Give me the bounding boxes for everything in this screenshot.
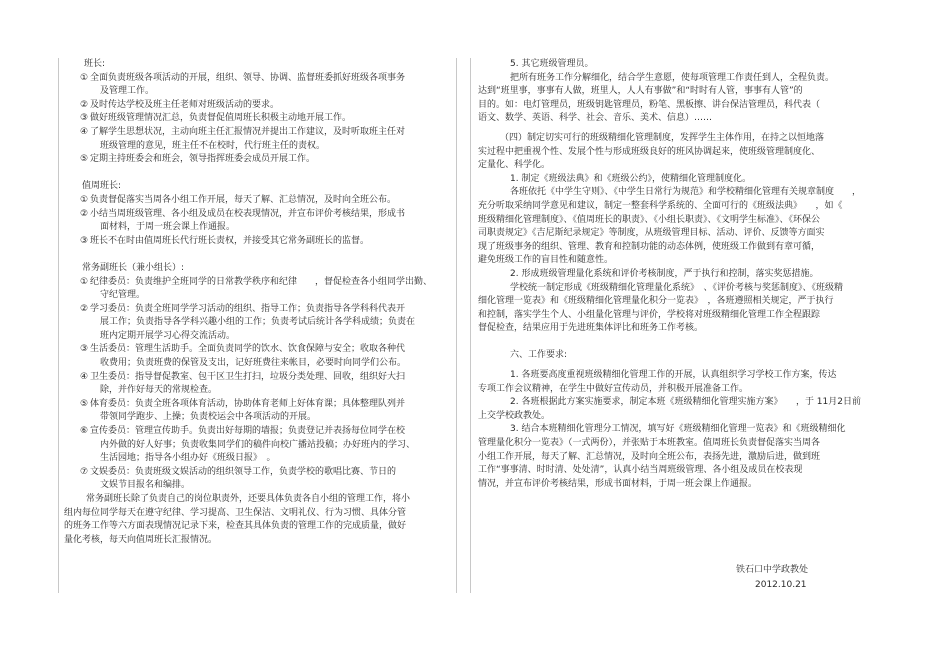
section4-point1-line: 班级精细化管理制度》、《值周班长的职责》、《小组长职责》、《文明学生标准》、《环保公 bbox=[478, 214, 821, 225]
section6-requirement-3 bbox=[478, 423, 870, 491]
section6-requirement-1 bbox=[478, 369, 870, 396]
duty-monitor-item bbox=[80, 194, 436, 208]
section6-heading: 六、工作要求: bbox=[510, 350, 568, 361]
right-column bbox=[478, 58, 870, 491]
item-text: 及时传达学校及班主任老师对班级活动的要求。 bbox=[90, 99, 280, 110]
vice-monitor-item bbox=[80, 466, 436, 493]
item-text: 负责督促落实当周各小组工作开展，每天了解、汇总情况，及时向全班公布。 bbox=[90, 194, 397, 205]
section4-point2-line: 细化管理一览表》和《班级精细化管理量化积分一览表》 ，各班遵照相关规定，严于执行 bbox=[478, 296, 834, 307]
item-marker: ④ bbox=[80, 371, 89, 382]
vice-summary-line: 常务副班长除了负责自己的岗位职责外，还要具体负责各自小组的管理工作，将小 bbox=[86, 494, 411, 504]
item-marker: ③ bbox=[80, 113, 89, 124]
duty-monitor-list bbox=[62, 194, 436, 248]
section4-point1-title: 1. 制定《班级法典》和《班级公约》，使精细化管理制度化。 bbox=[510, 173, 751, 184]
item-text: 卫生委员：指导督促教室、包干区卫生打扫，垃圾分类处理、回收，组织好大扫 除，并作好每天的常规检查。 bbox=[90, 371, 406, 396]
requirement2-line: 2. 各班根据此方案实施要求，制定本班《班级精细化管理实施方案》 ，于 11月2日前 bbox=[510, 397, 861, 408]
requirement3-line: 3. 结合本班精细化管理分工情况，填写好《班级精细化管理一览表》和《班级精细化 bbox=[510, 424, 846, 435]
vice-monitor-item bbox=[80, 398, 436, 425]
vice-monitor-item bbox=[80, 276, 436, 303]
section4-point1-line: 充分听取采纳同学意见和建议，制定一整套科学系统的、全面可行的《班级法典》 ，如《 bbox=[478, 200, 843, 211]
monitor-duty-item bbox=[80, 99, 436, 113]
item-marker: ① bbox=[80, 72, 89, 83]
monitor-duty-item bbox=[80, 112, 436, 126]
monitor-duty-item bbox=[80, 126, 436, 153]
section4-heading-line: 定量化、科学化。 bbox=[478, 160, 551, 171]
vice-monitor-summary bbox=[62, 493, 436, 547]
requirement1-line: 专项工作会议精神，在学生中做好宣传动员，并积极开展准备工作。 bbox=[478, 383, 749, 394]
left-margin-line bbox=[58, 58, 59, 593]
item-text: 了解学生思想状况，主动向班主任汇报情况并提出工作建议，及时听取班主任对 班级管理的意见，班主任不在校时，代行班主任的责权。 bbox=[90, 126, 406, 151]
item-text: 做好班级管理情况汇总，负责督促值周班长积极主动地开展工作。 bbox=[90, 113, 352, 124]
duty-monitor-item bbox=[80, 235, 436, 249]
item-text: 学习委员：负责全班同学学习活动的组织、指导工作；负责指导各学科科代表开 展工作；负责指导各学科兴趣小组的工作；负责考试后统计各学科成绩；负责在 班内定期开展学习心得交流活动。 bbox=[90, 303, 416, 341]
item-text: 文娱委员：负责班级文娱活动的组织领导工作，负责学校的歌唱比赛、节日的 文娱节目报名和编排。 bbox=[90, 466, 397, 491]
section4-heading bbox=[478, 132, 870, 173]
requirement2-line: 上交学校政教处。 bbox=[478, 410, 551, 421]
item-text: 纪律委员：负责维护全班同学的日常教学秩序和纪律 ，督促检查各小组同学出勤、 守纪管理。 bbox=[90, 276, 433, 301]
requirement3-line: 工作“事事清、时时清、处处清”，认真小结当周班级管理、各小组及成员在校表现 bbox=[478, 465, 803, 476]
monitor-duties-list bbox=[62, 72, 436, 167]
vice-monitor-item bbox=[80, 425, 436, 466]
item-marker: ③ bbox=[80, 344, 89, 355]
monitor-heading: 班长: bbox=[84, 59, 106, 69]
item-text: 小结当周班级管理、各小组及成员在校表现情况，并宣布评价考核结果，形成书 面材料，于周一班会课上作通报。 bbox=[90, 208, 406, 233]
vice-summary-line: 组内每位同学每天在遵守纪律、学习提高、卫生保洁、文明礼仪、行为习惯、具体分管 bbox=[64, 507, 407, 518]
requirement3-line: 小组工作开展，每天了解、汇总情况，及时向全班公布，表扬先进，激励后进，做到班 bbox=[478, 451, 821, 462]
section4-point1-body bbox=[478, 186, 870, 268]
item5-title: 5. 其它班级管理员。 bbox=[510, 59, 594, 69]
item5-line: 语文、数学、英语、科学、社会、音乐、美术、信息）…… bbox=[478, 113, 713, 124]
item-marker: ③ bbox=[80, 235, 89, 246]
vice-monitor-heading: 常务副班长（兼小组长）: bbox=[82, 262, 185, 273]
duty-monitor-heading: 值周班长: bbox=[82, 181, 122, 192]
item-marker: ⑤ bbox=[80, 154, 89, 165]
requirement3-line: 管理量化积分一览表》（一式两份），并张贴于本班教室。值周班长负责督促落实当周各 bbox=[478, 438, 821, 449]
section6-requirement-2 bbox=[478, 396, 870, 423]
duty-monitor-item bbox=[80, 208, 436, 235]
center-divider-line-right bbox=[470, 58, 471, 593]
item5-line: 目的。如：电灯管理员，班级钥匙管理员，粉笔、黑板擦、讲台保洁管理员，科代表（ bbox=[478, 99, 821, 110]
vice-monitor-item bbox=[80, 371, 436, 398]
left-column bbox=[62, 58, 436, 547]
item-text: 生活委员：管理生活助手。全面负责同学的饮水、饮食保障与安全；收取各种代 收费用；负责班费的保管及支出，记好班费往来帐目，必要时向同学们公布。 bbox=[90, 344, 407, 369]
requirement3-line: 情况，并宣布评价考核结果，形成书面材料，于周一班会课上作通报。 bbox=[478, 478, 758, 489]
center-divider-line-left bbox=[456, 58, 457, 593]
item5-paragraph bbox=[478, 72, 870, 126]
item-marker: ② bbox=[80, 99, 89, 110]
item-marker: ⑦ bbox=[80, 466, 89, 477]
item-marker: ② bbox=[80, 208, 89, 219]
item5-line: 把所有班务工作分解细化，结合学生意愿，使每项管理工作责任到人，全程负责。 bbox=[510, 72, 835, 83]
section4-point2-line: 和控制，落实学生个人、小组量化管理与评价，学校将对班级精细化管理工作全程跟踪 bbox=[478, 309, 821, 320]
section4-heading-line: 实过程中把重视个性、发展个性与形成班级良好的班风协调起来，使班级管理制度化、 bbox=[478, 146, 821, 157]
vice-monitor-list bbox=[62, 276, 436, 494]
signature-date: 2012.10.21 bbox=[755, 580, 807, 590]
item-text: 定期主持班委会和班会，领导指挥班委会成员开展工作。 bbox=[90, 154, 316, 165]
monitor-duty-item bbox=[80, 72, 436, 99]
section4-point1-line: 各班依托《中学生守则》、《中学生日常行为规范》和学校精细化管理有关规章制度 ， bbox=[510, 187, 862, 198]
section4-heading-line: （四）制定切实可行的班级精细化管理制度，发挥学生主体作用，在持之以恒地落 bbox=[500, 132, 825, 143]
item-marker: ① bbox=[80, 276, 89, 287]
item-marker: ① bbox=[80, 194, 89, 205]
item-marker: ④ bbox=[80, 126, 89, 137]
item-marker: ⑤ bbox=[80, 398, 89, 409]
vice-monitor-item bbox=[80, 343, 436, 370]
item-text: 全面负责班级各项活动的开展，组织、领导、协调、监督班委抓好班级各项事务 及管理工作。 bbox=[90, 72, 406, 97]
section4-point2-line: 督促检查，结果应用于先进班集体评比和班务工作考核。 bbox=[478, 323, 704, 334]
vice-summary-line: 的班务工作等六方面表现情况记录下来，检查其具体负责的管理工作的完成质量，做好 bbox=[64, 521, 407, 532]
vice-summary-line: 量化考核，每天向值周班长汇报情况。 bbox=[64, 534, 218, 545]
section4-point1-line: 避免班级工作的盲目性和随意性。 bbox=[478, 255, 614, 266]
requirement1-line: 1. 各班要高度重视班级精细化管理工作的开展，认真组织学习学校工作方案，传达 bbox=[510, 370, 837, 381]
item-marker: ⑥ bbox=[80, 426, 89, 437]
section4-point1-line: 司职责规定》《吉尼斯纪录规定》等制度，从班级管理目标、活动、评价、反馈等方面实 bbox=[478, 228, 825, 239]
item-text: 班长不在时由值周班长代行班长责权，并接受其它常务副班长的监督。 bbox=[90, 235, 370, 246]
section4-point1-line: 现了班级事务的组织、管理、教育和控制功能的动态体例，使班级工作做到有章可循， bbox=[478, 241, 821, 252]
section4-point2-line: 学校统一制定形成《班级精细化管理量化系统》 、《评价考核与奖惩制度》、《班级精 bbox=[510, 282, 844, 293]
section4-point2-body bbox=[478, 282, 870, 336]
item5-line: 达到“班里事，事事有人做，班里人，人人有事做”和“时时有人管，事事有人管”的 bbox=[478, 86, 803, 97]
vice-monitor-item bbox=[80, 303, 436, 344]
section4-point2-title: 2. 形成班级管理量化系统和评价考核制度，严于执行和控制，落实奖惩措施。 bbox=[510, 268, 819, 279]
item-text: 宣传委员：管理宣传助手。负责出好每期的墙报；负责登记并表扬每位同学在校 内外做的好人好事；负责收集同学们的稿件向校广播站投稿；办好班内的学习、 生活园地；指导各小组办好《班级日报》 。 bbox=[90, 426, 416, 464]
signature-org: 铁石口中学政教处 bbox=[736, 565, 809, 575]
item-text: 体育委员：负责全班各项体育活动，协助体育老师上好体育课；具体整理队列并 带领同学跑步、上操；负责校运会中各项活动的开展。 bbox=[90, 398, 406, 423]
item-marker: ② bbox=[80, 303, 89, 314]
monitor-duty-item bbox=[80, 153, 436, 167]
